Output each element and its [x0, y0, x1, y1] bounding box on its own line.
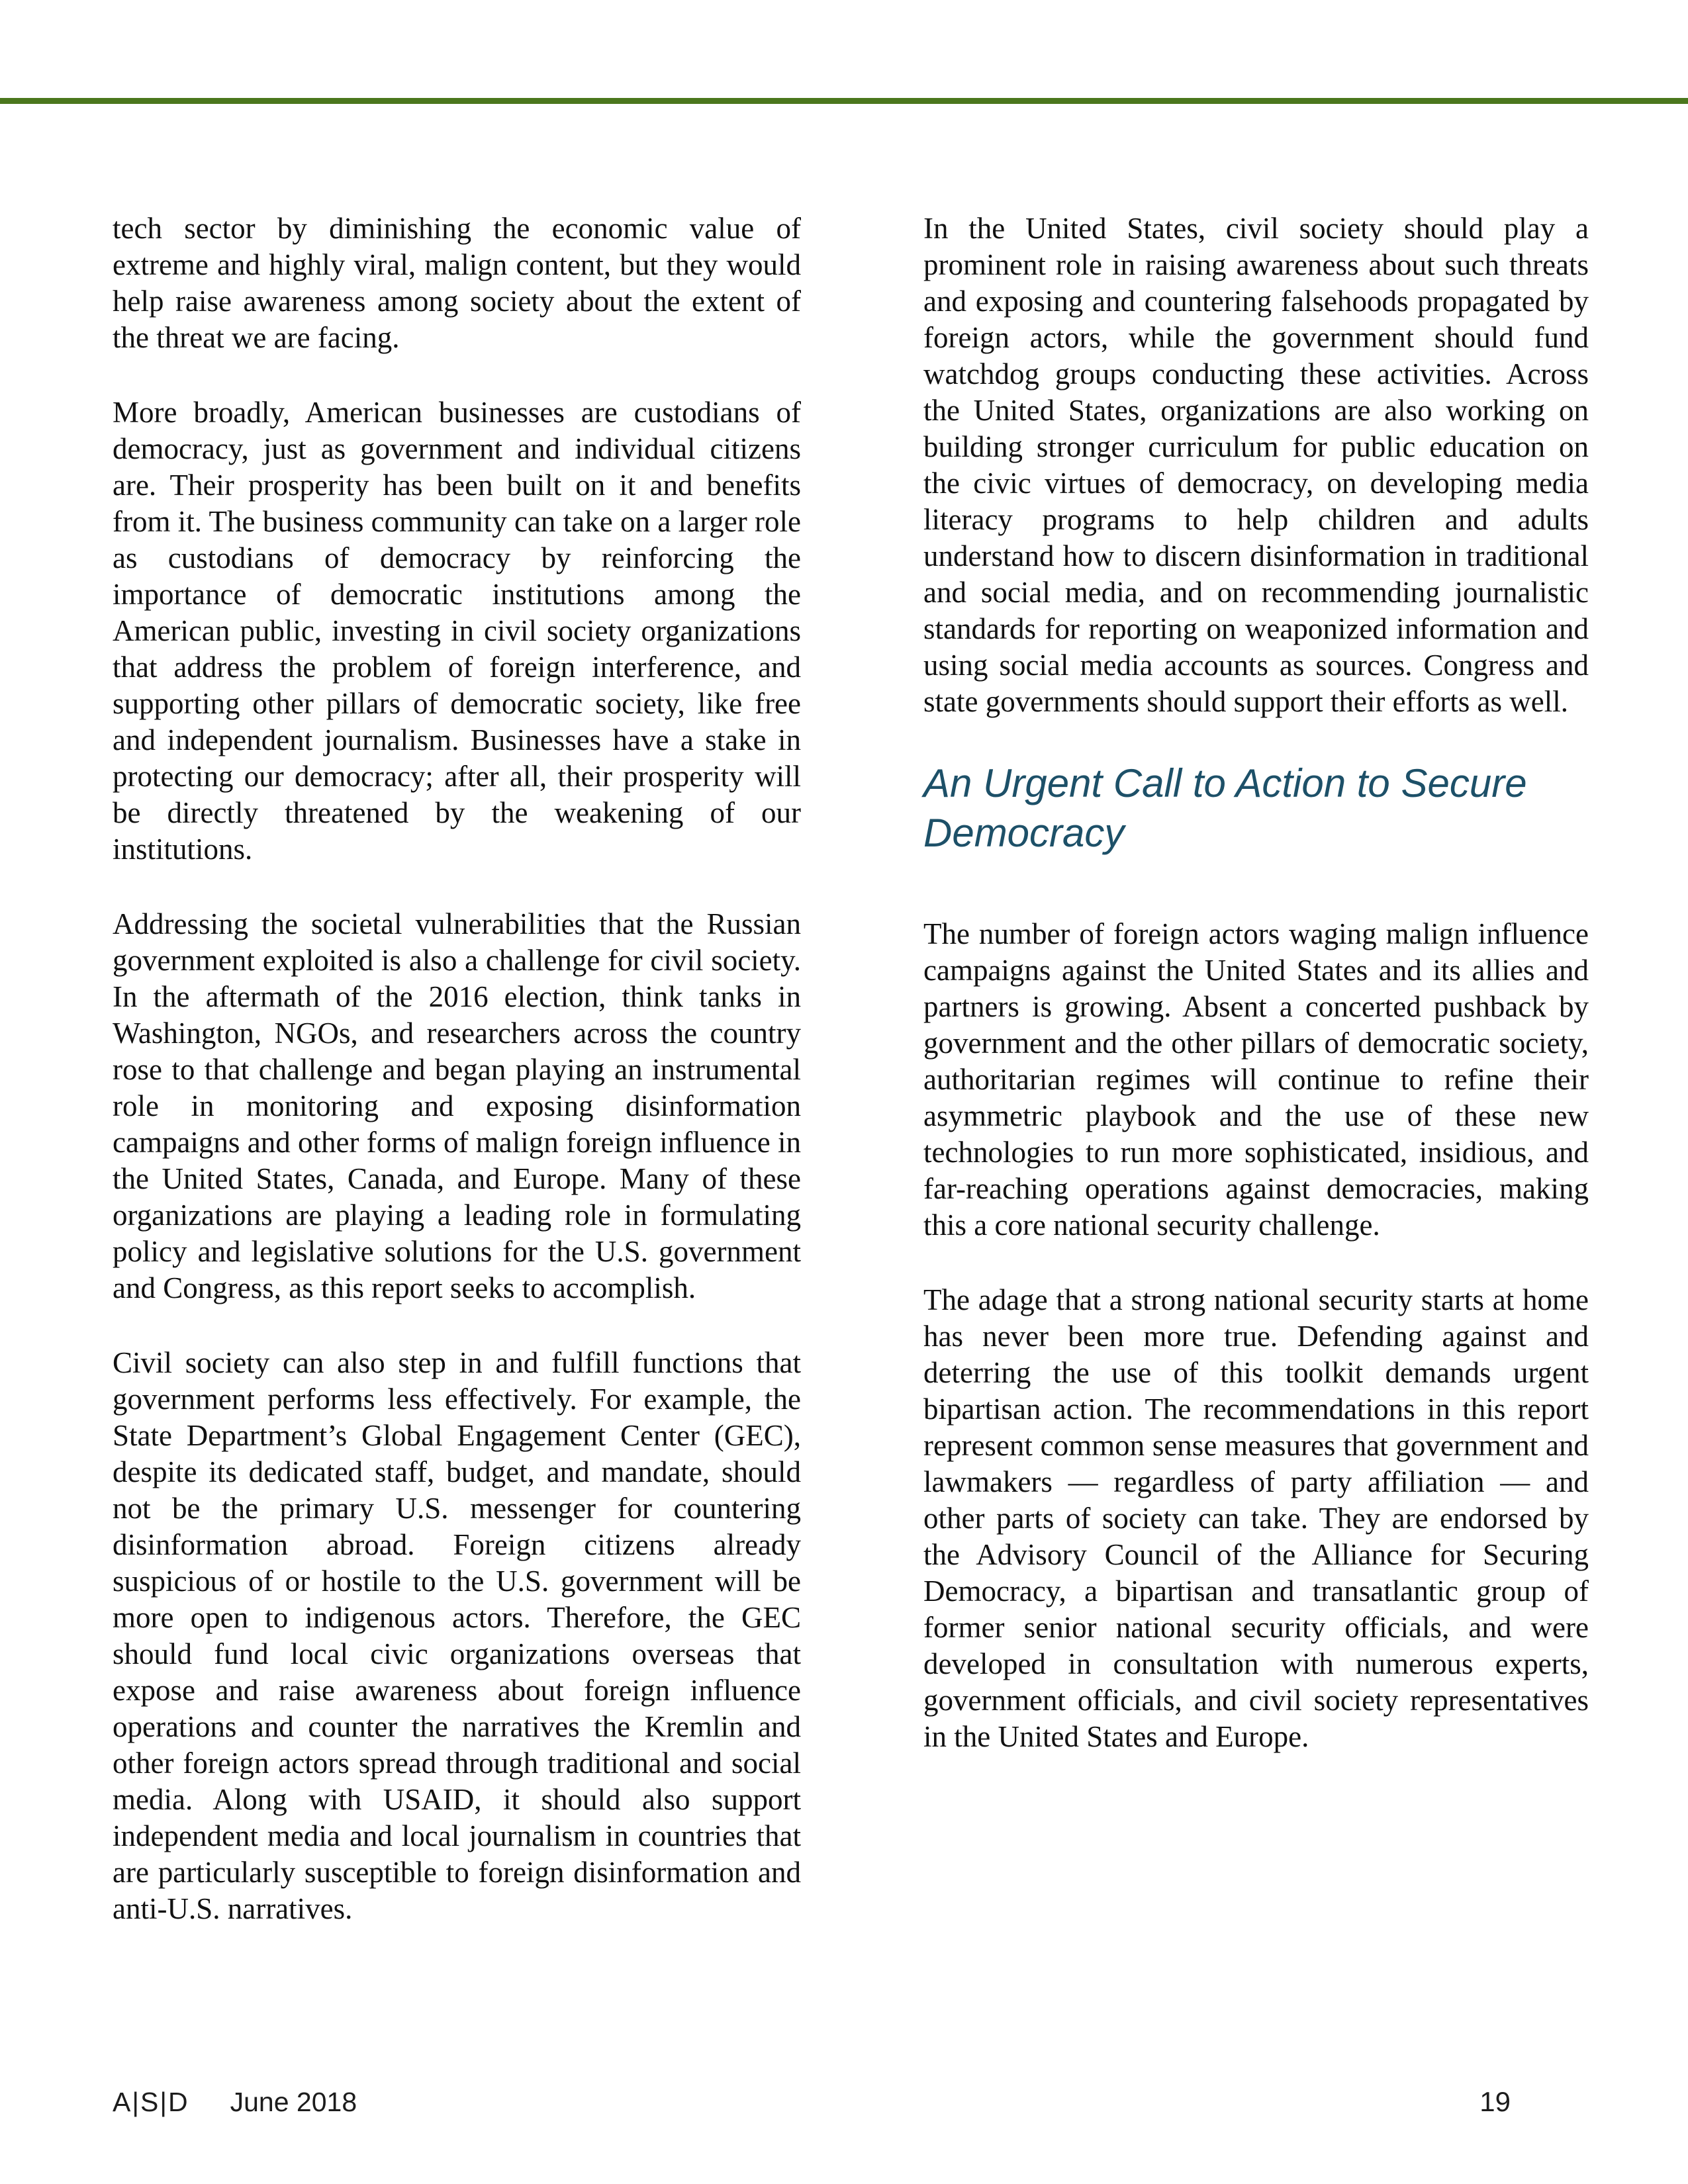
page-content	[113, 210, 1589, 1927]
body-paragraph: In the United States, civil society should play a prominent role in raising awareness about such threats and exposing and countering falsehoods propagated by foreign actors, while the government should fund watchdog groups conducting these activities. Across the United States, organizations are also working on building stronger curriculum for public education on the civic virtues of democracy, on developing media literacy programs to help children and adults understand how to discern disinformation in traditional and social media, and on recommending journalistic standards for reporting on weaponized information and using social media accounts as sources. Congress and state governments should support their efforts as well.	[923, 212, 1589, 718]
asd-brand-mark: A|S|D	[113, 2087, 189, 2117]
body-paragraph: The adage that a strong national security starts at home has never been more true. Defending against and deterring the use of this toolkit demands urgent bipartisan action. The recommendations in this report represent common sense measures that government and lawmakers — regardless of party affiliation — and other parts of society can take. They are endorsed by the Advisory Council of the Alliance for Securing Democracy, a bipartisan and transatlantic group of former senior national security officials, and were developed in consultation with numerous experts, government officials, and civil society representatives in the United States and Europe.	[923, 1283, 1589, 1753]
footer-date: June 2018	[230, 2087, 357, 2117]
left-column	[113, 210, 801, 1927]
right-column	[923, 210, 1589, 1927]
body-paragraph: Addressing the societal vulnerabilities that the Russian government exploited is also a challenge for civil society. In the aftermath of the 2016 election, think tanks in Washington, NGOs, and researchers across the country rose to that challenge and began playing an instrumental role in monitoring and exposing disinformation campaigns and other forms of malign foreign influence in the United States, Canada, and Europe. Many of these organizations are playing a leading role in formulating policy and legislative solutions for the U.S. government and Congress, as this report seeks to accomplish.	[113, 907, 801, 1304]
section-heading: An Urgent Call to Action to Secure Democracy	[923, 761, 1527, 855]
page-footer	[113, 2086, 1511, 2118]
body-paragraph: The number of foreign actors waging malign influence campaigns against the United States and its allies and partners is growing. Absent a concerted pushback by government and the other pillars of democratic society, authoritarian regimes will continue to refine their asymmetric playbook and the use of these new technologies to run more sophisticated, insidious, and far-reaching operations against democracies, making this a core national security challenge.	[923, 917, 1589, 1242]
body-paragraph: More broadly, American businesses are custodians of democracy, just as government and individual citizens are. Their prosperity has been built on it and benefits from it. The business community can take on a larger role as custodians of democracy by reinforcing the importance of democratic institutions among the American public, investing in civil society organizations that address the problem of foreign interference, and supporting other pillars of democratic society, like free and independent journalism. Businesses have a stake in protecting our democracy; after all, their prosperity will be directly threatened by the weakening of our institutions.	[113, 396, 801, 866]
top-rule-divider	[0, 98, 1688, 104]
body-paragraph: tech sector by diminishing the economic value of extreme and highly viral, malign content, but they would help raise awareness among society about the extent of the threat we are facing.	[113, 212, 801, 354]
page-number: 19	[1479, 2086, 1511, 2117]
body-paragraph: Civil society can also step in and fulfill functions that government performs less effectively. For example, the State Department’s Global Engagement Center (GEC), despite its dedicated staff, budget, and mandate, should not be the primary U.S. messenger for countering disinformation abroad. Foreign citizens already suspicious of or hostile to the U.S. government will be more open to indigenous actors. Therefore, the GEC should fund local civic organizations overseas that expose and raise awareness about foreign influence operations and counter the narratives the Kremlin and other foreign actors spread through traditional and social media. Along with USAID, it should also support independent media and local journalism in countries that are particularly susceptible to foreign disinformation and anti-U.S. narratives.	[113, 1346, 801, 1925]
footer-brand-and-date	[113, 2086, 357, 2118]
